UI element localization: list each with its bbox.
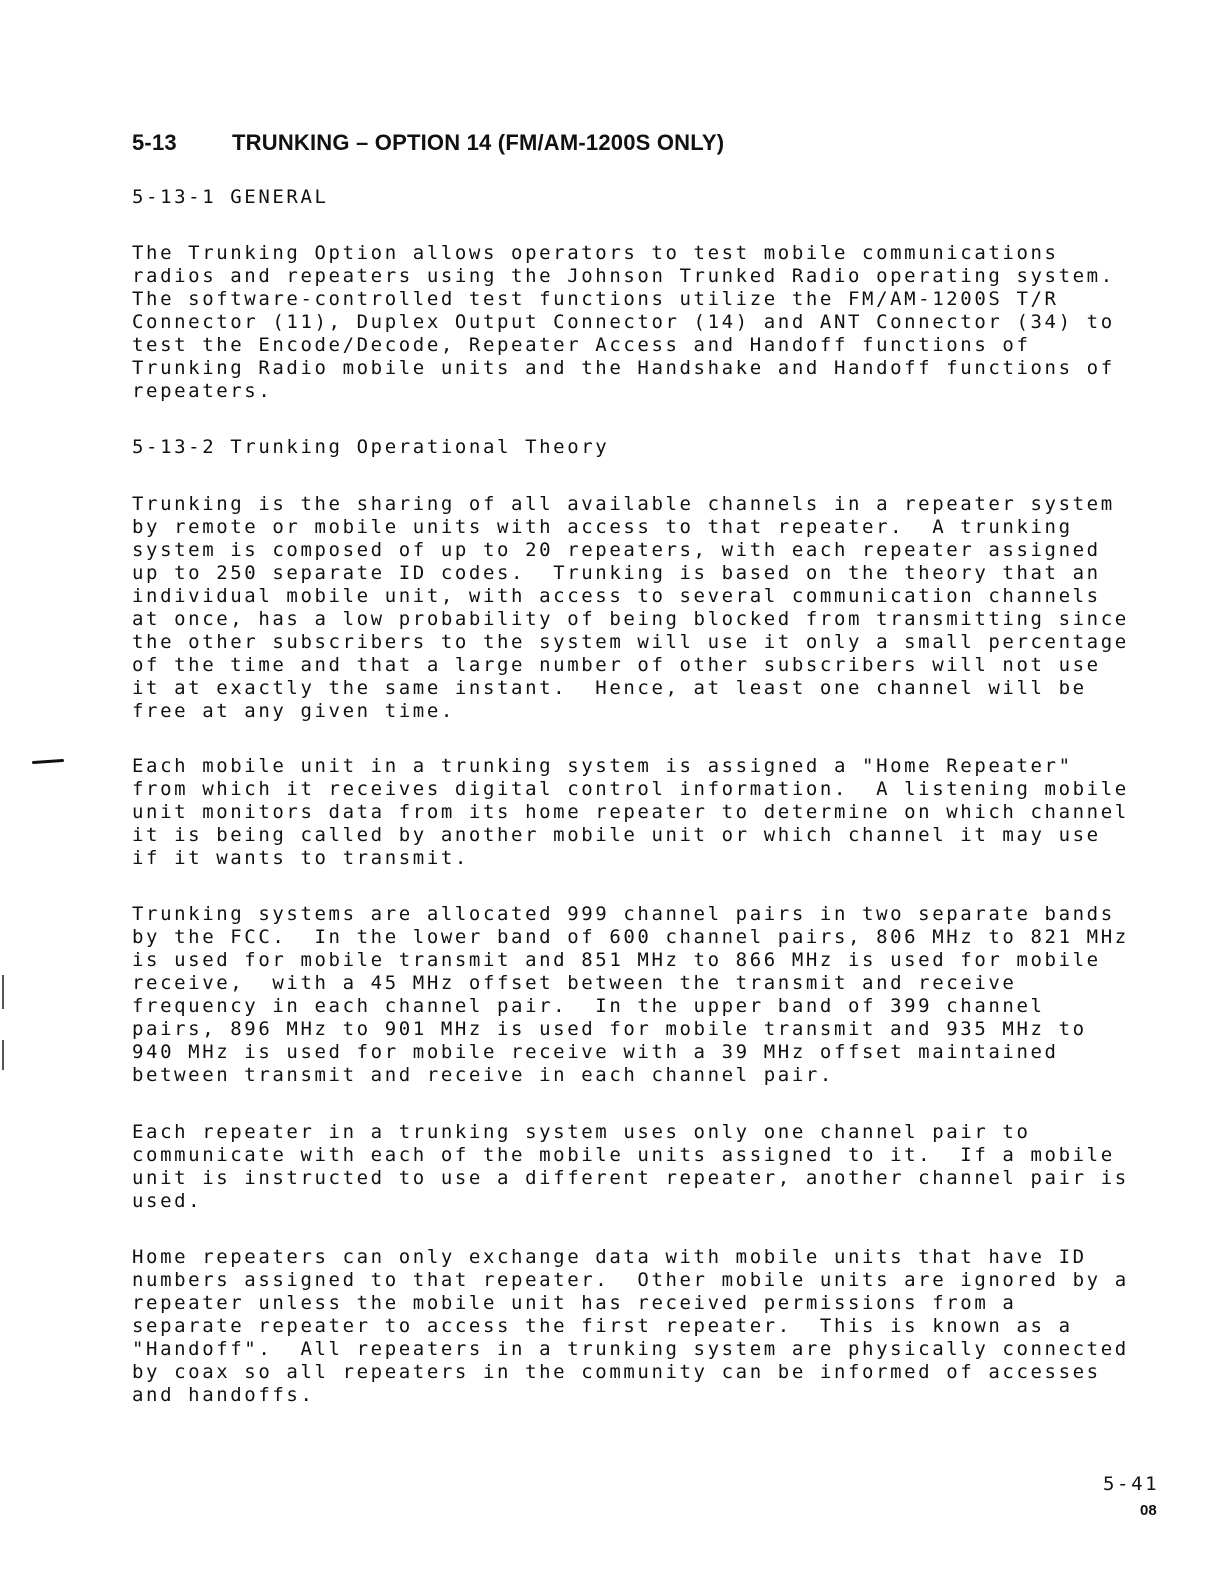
paragraph-handoff: Home repeaters can only exchange data with mobile units that have ID numbers assigned to that repeater. Other mobile units are ignored by a repeater unless the mobile unit has received permissions from a separate repeater to access the first repeater. This is known as a "Handoff". All repeaters in a trunking system are physically connected by coax so all repeaters in the community can be informed of accesses and handoffs. bbox=[132, 1246, 1129, 1406]
subsection-heading-general: 5-13-1 GENERAL bbox=[132, 186, 329, 208]
subsection-heading-theory: 5-13-2 Trunking Operational Theory bbox=[132, 436, 610, 458]
scan-edge-mark bbox=[2, 1040, 4, 1070]
section-title: TRUNKING – OPTION 14 (FM/AM-1200S ONLY) bbox=[232, 130, 725, 155]
section-heading bbox=[132, 130, 724, 156]
scan-edge-mark bbox=[2, 975, 4, 1009]
paragraph-trunking-definition: Trunking is the sharing of all available channels in a repeater system by remote or mobile units with access to that repeater. A trunking system is composed of up to 20 repeaters, with each repeater assigned up to 250 separate ID codes. Trunking is based on the theory that an individual mobile unit, with access to several communication channels at once, has a low probability of being blocked from transmitting since the other subscribers to the system will use it only a small percentage of the time and that a large number of other subscribers will not use it at exactly the same instant. Hence, at least one channel will be free at any given time. bbox=[132, 493, 1129, 722]
section-number: 5-13 bbox=[132, 130, 177, 155]
revision-number: 08 bbox=[1140, 1502, 1157, 1519]
margin-mark bbox=[32, 759, 64, 764]
paragraph-channel-allocation: Trunking systems are allocated 999 channel pairs in two separate bands by the FCC. In the lower band of 600 channel pairs, 806 MHz to 821 MHz is used for mobile transmit and 851 MHz to 866 MHz is used for mobile receive, with a 45 MHz offset between the transmit and receive frequency in each channel pair. In the upper band of 399 channel pairs, 896 MHz to 901 MHz is used for mobile transmit and 935 MHz to 940 MHz is used for mobile receive with a 39 MHz offset maintained between transmit and receive in each channel pair. bbox=[132, 903, 1129, 1086]
page-number: 5-41 bbox=[1103, 1473, 1160, 1495]
paragraph-general: The Trunking Option allows operators to test mobile communications radios and repeaters using the Johnson Trunked Radio operating system. The software-controlled test functions utilize the FM/AM-1200S T/R Connector (11), Duplex Output Connector (14) and ANT Connector (34) to test the Encode/Decode, Repeater Access and Handoff functions of Trunking Radio mobile units and the Handshake and Handoff functions of repeaters. bbox=[132, 242, 1115, 402]
paragraph-home-repeater: Each mobile unit in a trunking system is assigned a "Home Repeater" from which it receives digital control information. A listening mobile unit monitors data from its home repeater to determine on which channel it is being called by another mobile unit or which channel it may use if it wants to transmit. bbox=[132, 755, 1129, 869]
paragraph-channel-pair-usage: Each repeater in a trunking system uses only one channel pair to communicate with each of the mobile units assigned to it. If a mobile unit is instructed to use a different repeater, another channel pair is used. bbox=[132, 1121, 1129, 1212]
